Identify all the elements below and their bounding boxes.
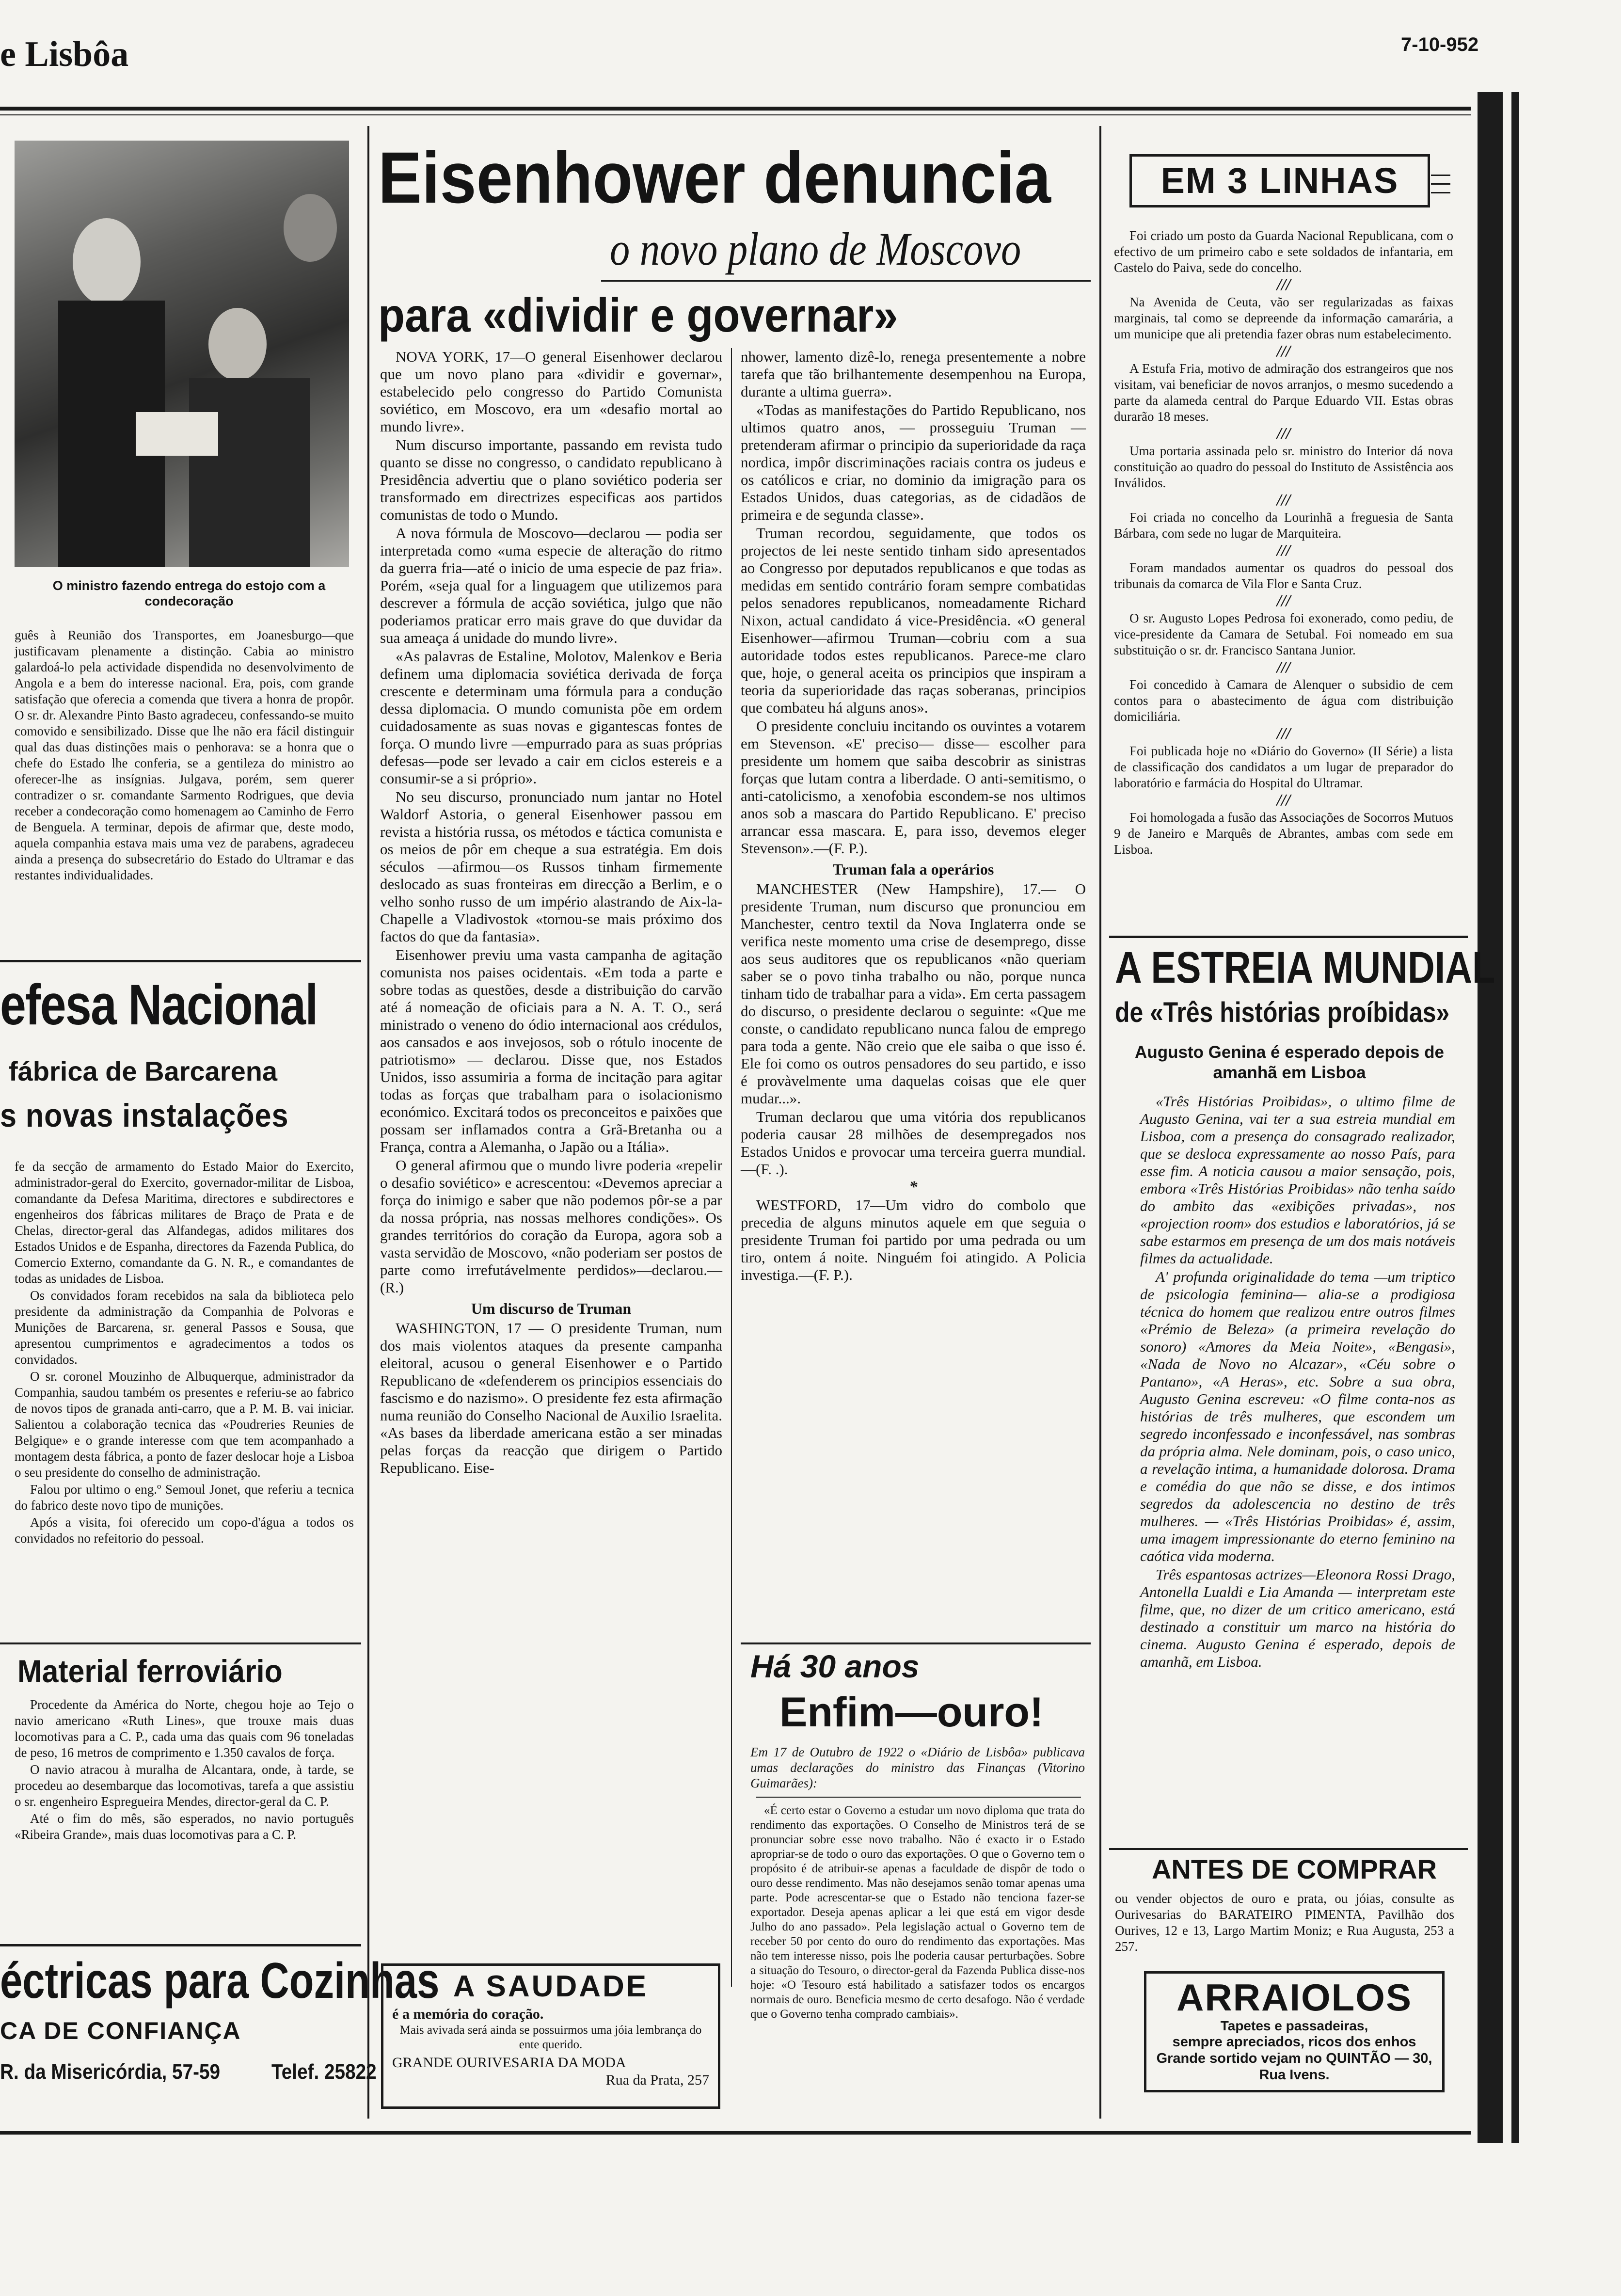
saudade-title: A SAUDADE (453, 1970, 649, 2003)
photo-figures (15, 141, 349, 567)
arraiolos-ad (1144, 1971, 1445, 2092)
main-headline3: para «dividir e governar» (378, 288, 898, 342)
main-col2 (741, 348, 1086, 1285)
column-rule (367, 126, 369, 2119)
masthead-rule-thin (0, 114, 1471, 115)
material-p3: Até o fim do mês, são esperados, no navio português «Ribeira Grande», mais duas locomotivas para a C. P. (15, 1811, 354, 1842)
page-edge-strip (1478, 92, 1503, 2143)
section-rule (0, 1642, 361, 1644)
arraiolos-title: ARRAIOLOS (1176, 1976, 1412, 2019)
left-story-text: guês à Reunião dos Transportes, em Joanesburgo—que justificavam plenamente a distinção. Cabia ao ministro galardoá-lo pela actividade dispendida no desenvolvimento de Angola e a bem do interesse nacional. Era, pois, com grande satisfação que oferecia a comenda que tivera a honra de propôr. O sr. dr. Alexandre Pinto Basto agradeceu, confessando-se muito comovido e sensibilizado. Disse que lhe não era fácil distinguir qual das duas distinções mais o penhorava: se a honra que o chefe do Estado lhe conferia, se a gentileza do ministro ao oferecer-lhe as insígnias. Julgava, porém, sem querer contradizer o sr. comandante Sarmento Rodrigues, que devia receber a condecoração como homenagem ao Caminho de Ferro de Benguela. A terminar, depois de afirmar que, deste modo, aquela companhia estava mais uma vez de parabens, agradeceu ainda a presença do subsecretário do Estado do Ultramar e das restantes individualidades. (15, 628, 354, 882)
em3-item: Foram mandados aumentar os quadros do pessoal dos tribunais da comarca de Vila Flor e Santa Cruz. (1114, 560, 1453, 591)
antes-title: ANTES DE COMPRAR (1151, 1854, 1437, 1884)
em3-sep: /// (1276, 592, 1291, 610)
em3-sep: /// (1276, 276, 1291, 294)
main-col1-p: NOVA YORK, 17—O general Eisenhower declarou que um novo plano para «dividir e governar», estabelecido pelo congresso do Partido Comunista soviético, em Moscovo, era um «desafio mortal ao mundo livre». (380, 348, 722, 435)
main-col1 (380, 348, 722, 1478)
main-col1-p: Eisenhower previu uma vasta campanha de agitação comunista nos paises ocidentais. «Em toda a parte e sobre todas as questões, desde a distribuição do carvão até á nomeação de oficiais para a N. A. T. O., será ministrado o veneno do ódio internacional aos crédulos, aos cansados e aos invejosos, sob o rótulo inocente de patriotismo» — declarou. Disse que, nos Estados Unidos, isso assumiria a forma de incitação para agitar todas as forças que trabalham para o isolacionismo económico. Excitará todos os preconceitos e paixões que possam ser inflamados contra a Grã-Bretanha ou a França, contra a Alemanha, o Japão ou a Itália». (380, 946, 722, 1155)
defesa-p5: Após a visita, foi oferecido um copo-d'água a todos os convidados no refeitorio do pessoal. (15, 1515, 354, 1546)
defesa-p2: Os convidados foram recebidos na sala da biblioteca pelo presidente da administração da Companhia de Polvoras e Munições de Barcarena, sr. general Passos e Sousa, que apresentou cumprimentos e agradecimentos a todos os convidados. (15, 1288, 354, 1367)
defesa-deck2: s novas instalações (0, 1097, 289, 1134)
em3-item: Uma portaria assinada pelo sr. ministro do Interior dá nova constituição ao quadro do pessoal do Instituto de Assistência aos Inválidos. (1114, 444, 1453, 490)
estreia-sub: Augusto Genina é esperado depois de amanhã em Lisboa (1135, 1043, 1444, 1082)
main-col2c: WESTFORD, 17—Um vidro do combolo que precedia de alguns minutos aquele em que seguia o presidente Truman foi partido por uma pedrada ou um tiro, ontem á noite. Ninguém foi atingido. A Policia investiga.—(F. P.). (741, 1196, 1086, 1283)
main-col2-p: Truman recordou, seguidamente, que todos os projectos de lei neste sentido tinham sido apresentados ao Congresso por deputados republicanos e que todas as medidas em sentido contrário foram sempre combatidas pelos senadores republicanos, nomeadamente Richard Nixon, actual candidato á vice-Presidência. «O general Eisenhower—afirmou Truman—cobriu com a sua autoridade todos estes republicanos. Parece-me claro que, hoje, o general aceita os principios que inspiram a teoria da superioridade das raças soberanas, principios que combateu há alguns anos». (741, 525, 1086, 716)
estreia-p1: «Três Histórias Proibidas», o ultimo filme de Augusto Genina, vai ter a sua estreia mundial em Lisboa, com a presença do consagrado realizador, que se desloca expressamente ao nosso País, para esse fim. A noticia causou a maior sensação, pois, embora «Três Histórias Proibidas» não tenha saído do ambito das «exibições privadas», nos «projection room» dos estudios e laboratórios, já se sabe estarmos em presença de um dos mais notáveis filmes da actualidade. (1140, 1093, 1455, 1267)
main-col2b-p: Truman declarou que uma vitória dos republicanos poderia causar 28 milhões de desempregados nos Estados Unidos e provocar uma terceira guerra mundial.—(F. .). (741, 1108, 1086, 1178)
saudade-line3: GRANDE OURIVESARIA DA MODA (392, 2055, 626, 2071)
em3-sep: /// (1276, 425, 1291, 443)
photo (15, 141, 349, 567)
ha30-intro: Em 17 de Outubro de 1922 o «Diário de Lisbôa» publicava umas declarações do ministro das Finanças (Vitorino Guimarães): (750, 1745, 1085, 1790)
defesa-headline: efesa Nacional (0, 973, 318, 1037)
saudade-line1: é a memória do coração. (392, 2006, 544, 2022)
em3-item: Foi concedido à Camara de Alenquer o subsidio de cem contos para o abastecimento de água com distribuição domiciliária. (1114, 677, 1453, 724)
main-col2-p: «Todas as manifestações do Partido Republicano, nos ultimos quatro anos, — prosseguiu Truman — pretenderam afirmar o principio da superioridade da raça nordica, impôr discriminações raciais contra os judeus e os católicos e criar, no dominio da imigração para os Estados Unidos, duas categorias, as de cidadãos de primeira e de segunda classe». (741, 401, 1086, 523)
main-col1-p: O general afirmou que o mundo livre poderia «repelir o desafio soviético» e acrescentou: «Devemos apreciar a força do inimigo e saber que não podemos pôr-se a par da nossa própria, nas nossas melhores condições». Os grandes territórios do coração da Europa, agora sob a vasta servidão de Moscovo, «não poderiam ser postos de parte como irrefutávelmente perdidos»—declarou.—(R.) (380, 1157, 722, 1296)
section-rule (1109, 1848, 1468, 1850)
em3-rule (1431, 192, 1450, 193)
main-col2-p: O presidente concluiu incitando os ouvintes a votarem em Stevenson. «E' preciso— disse— escolher para presidente um homem que saiba descobrir as sinistras forças que lutam contra a liberdade. O anti-semitismo, o anti-catolicismo, a xenofobia escondem-se nos ultimos anos sob a mascara do Partido Republicano. E' preciso arrancar essa mascara. E, para isso, devemos eleger Stevenson».—(F. P.). (741, 718, 1086, 857)
em3-rule (1431, 175, 1450, 176)
em3-sep: /// (1276, 342, 1291, 360)
estreia-body (1140, 1093, 1455, 1672)
ha30-headline: Enfim—ouro! (779, 1689, 1044, 1736)
column-rule (1099, 126, 1101, 2119)
em3-list (1114, 228, 1453, 859)
main-col2-p: nhower, lamento dizê-lo, renega presentemente a nobre tarefa que tão brilhantemente desempenhou na Europa, durante a ultima guerra». (741, 348, 1086, 400)
material-p2: O navio atracou à muralha de Alcantara, onde, à tarde, se procedeu ao desembarque das locomotivas, tarefa a que assistiu o sr. engenheiro Espregueira Mendes, director-geral da C. P. (15, 1762, 354, 1809)
ad-left-line2: CA DE CONFIANÇA (0, 2017, 241, 2044)
photo-caption: O ministro fazendo entrega do estojo com a condecoração (52, 578, 326, 608)
em3-item: A Estufa Fria, motivo de admiração dos estrangeiros que nos visitam, vai beneficiar de novos arranjos, o mesmo sucedendo a parte da alameda central do Parque Eduardo VII. Estas obras durarão 18 meses. (1114, 361, 1453, 424)
em3-item: Foi publicada hoje no «Diário do Governo» (II Série) a lista de classificação dos candidatos a um lugar de preparador do laboratório e farmácia do Hospital do Ultramar. (1114, 744, 1453, 790)
defesa-deck1: fábrica de Barcarena (9, 1056, 278, 1086)
em3-item: O sr. Augusto Lopes Pedrosa foi exonerado, como pediu, de vice-presidente da Camara de Setubal. Foi nomeado em sua substituição o sr. dr. Francisco Santana Junior. (1114, 611, 1453, 657)
section-rule (741, 1642, 1091, 1644)
section-rule (0, 960, 361, 962)
masthead-title: e Lisbôa (0, 34, 129, 74)
arraiolos-body: sempre apreciados, ricos dos enhos Grande sortido vejam no QUINTÃO — 30, Rua Ivens. (1156, 2034, 1432, 2083)
masthead-rule (0, 107, 1471, 111)
defesa-p3: O sr. coronel Mouzinho de Albuquerque, administrador da Companhia, saudou também os presentes e referiu-se ao fabrico de novos tipos de granada anti-carro, que a P. M. B. vai iniciar. Salientou a colaboração tecnica das «Poudreries Reunies de Belgique» e o grande interesse com que tem acompanhado a montagem desta fábrica, a ponto de fazer deslocar hoje a Lisboa o seu presidente do conselho de administração. (15, 1369, 354, 1480)
em3-item: Foi criado um posto da Guarda Nacional Republicana, com o efectivo de um primeiro cabo e sete soldados de infantaria, em Castelo do Paiva, sede do concelho. (1114, 228, 1453, 275)
arraiolos-sub: Tapetes e passadeiras, (1220, 2018, 1368, 2033)
em3-sep: /// (1276, 725, 1291, 743)
ad-left-line3: R. da Misericórdia, 57-59 (0, 2060, 221, 2084)
main-sub2: Truman fala a operários (832, 861, 994, 878)
em3-box (1129, 154, 1430, 207)
main-sub1: Um discurso de Truman (471, 1300, 632, 1317)
em3-sep: /// (1276, 658, 1291, 676)
ha30-kicker: Há 30 anos (750, 1648, 920, 1684)
main-col1-p: «As palavras de Estaline, Molotov, Malenkov e Beria definem uma diplomacia soviética derivada de força crescente e determinam uma fórmula para a condução dessa diplomacia. O mundo comunista põe em ordem cuidadosamente as suas novas e gigantescas fontes de força. O mundo livre —empurrado para as suas próprias defesas—pode ser levado a cair em ciclos estereis e a consumir-se a si próprio». (380, 648, 722, 787)
saudade-line2: Mais avivada será ainda se possuirmos uma jóia lembrança do ente querido. (399, 2024, 702, 2051)
masthead-date: 7-10-952 (1401, 34, 1479, 55)
footer-rule (0, 2131, 1471, 2135)
ad-rule (0, 1944, 361, 1946)
main-col1b: WASHINGTON, 17 — O presidente Truman, num dos mais violentos ataques da presente campanha eleitoral, acusou o general Eisenhower e o Partido Republicano de «defenderem os principios essenciais do fascismo e do nazismo». O presidente fez esta afirmação numa reunião do Conselho Nacional de Auxilio Israelita. «As bases da liberdade americana estão a ser minadas pelas forças da reacção que dirigem o Partido Republicano. Eise- (380, 1320, 722, 1476)
main-col1-p: Num discurso importante, passando em revista tudo quanto se disse no congresso, o candidato republicano à Presidência advertiu que o plano soviético poderia ser transformado em directrizes especificas aos partidos comunistas de todo o Mundo. (380, 436, 722, 523)
saudade-line4: Rua da Prata, 257 (605, 2072, 709, 2088)
ha30-rule (756, 1797, 1081, 1798)
em3-item: Foi homologada a fusão das Associações de Socorros Mutuos 9 de Janeiro e Marquês de Abrantes, ambas com sede em Lisboa. (1114, 810, 1453, 857)
main-col1-p: A nova fórmula de Moscovo—declarou — podia ser interpretada como «uma especie de alteração do ritmo da guerra fria—até o inicio de uma especie de paz fria». Porém, «seja qual for a linguagem que utilizemos para descrever a fórmula de acção soviética, julgo que não poderiamos praticar erro mais grave do que duvidar da sua ameaça á unidade do mundo livre». (380, 525, 722, 646)
defesa-p4: Falou por ultimo o eng.º Semoul Jonet, que referiu a tecnica do fabrico deste novo tipo de munições. (15, 1482, 354, 1513)
ad-left-line4: Telef. 25822 (271, 2060, 377, 2084)
left-story (15, 627, 354, 884)
defesa-p1: fe da secção de armamento do Estado Maior do Exercito, administrador-geral do Exercito, governador-militar de Lisboa, comandante da Defesa Maritima, directores e subdirectores e engenheiros dos fábricas militares de Braço de Prata e de Chelas, director-geral das Alfandegas, adidos militares dos Estados Unidos e de Espanha, directores da Fazenda Publica, do Comercio Externo, comandante da G. N. R., e comandantes de todas as unidades de Lisboa. (15, 1159, 354, 1286)
estreia-headline: A ESTREIA MUNDIAL (1115, 943, 1495, 992)
ha30-body: «É certo estar o Governo a estudar um novo diploma que trata do rendimento das exportações. O Conselho de Ministros terá de se pronunciar sobre esse novo trabalho. Não é exacto ir o Estado apropriar-se de todo o ouro das exportações. O que o Governo tem o propósito é de atribuir-se apenas a faculdade de dispôr de todo o ouro desse rendimento. Mas não desejamos senão tomar apenas uma parte. Pode acrescentar-se que o Estado não tenciona fazer-se exportador. Deseja apenas aplicar a lei que está em vigor desde Julho do ano passado». Pela legislação actual o Governo tem de receber 50 por cento do ouro do rendimento das exportações. Mas não tem interesse nisso, pois lhe poderia causar perturbações. Sobre a situação do Tesouro, o director-geral da Fazenda Publica disse-nos hoje: «O Tesouro está habilitado a satisfazer todos os encargos normais de ouro. Beneficia mesmo de certo desafogo. Não é verdade que o Governo tenha comprado cambiais». (750, 1804, 1085, 2021)
antes-body: ou vender objectos de ouro e prata, ou jóias, consulte as Ourivesarias do BARATEIRO PIMENTA, Pavilhão dos Ourives, 12 e 13, Largo Martim Moniz; e Rua Augusta, 253 a 257. (1115, 1891, 1454, 1954)
em3-title: EM 3 LINHAS (1160, 160, 1399, 201)
headline-rule (601, 280, 1091, 282)
estreia-p2: A' profunda originalidade do tema —um triptico de psicologia feminina— alia-se a prodigiosa técnica do homem que realizou entre outros filmes «Prémio de Beleza» (a primeira revelação do sonoro) «Amores da Meia Noite», «Bengasi», «Nada de Novo no Alcazar», «Céu sobre o Pantano», «A Heras», etc. Sobre a sua obra, Augusto Genina escreveu: «O filme conta-nos as histórias de três mulheres, que escondem um segredo inconfessado e inconfessável, nas sombras da própria alma. Nele dominam, pois, o caso unico, a revelação intima, a humanidade dolorosa. Drama e comédia do que não se disse, e dos intimos segredos da adolescencia no destino de três mulheres. — «Três Histórias Proibidas» é, assim, uma imagem impressionante do eterno feminino na caótica vida moderna. (1140, 1268, 1455, 1564)
em3-sep: /// (1276, 791, 1291, 809)
main-col1-p: No seu discurso, pronunciado num jantar no Hotel Waldorf Astoria, o general Eisenhower passou em revista a história russa, os métodos e táctica comunista e os meios de pôr em cheque a sua estratégia. Em dois séculos —afirmou—os Russos tinham firmemente deslocado as suas fronteiras em direcção a Berlim, e o velho sonho russo de um império alastrando de Aix-la-Chapelle a Vladivostok «tornou-se mais próximo dos factos do que da fantasia». (380, 788, 722, 945)
main-col2b-p: MANCHESTER (New Hampshire), 17.— O presidente Truman, num discurso que pronunciou em Manchester, centro textil da Nova Inglaterra onde se verifica neste momento uma crise de desemprego, disse aos seus auditores que os republicanos «não queriam saber se o povo tinha trabalho ou não, porque nunca tinham tido de trabalhar para a vida». Em certa passagem do discurso, o presidente declarou o seguinte: «Que me conste, o candidato republicano nunca falou de emprego para toda a gente. Não creio que ele saiba o que isso é. Ele foi como os outros pensadores do seu partido, e isso é provàvelmente uma daquelas coisas que ele quer mudar...». (741, 880, 1086, 1107)
material-body (15, 1697, 354, 1844)
estreia-p3: Três espantosas actrizes—Eleonora Rossi Drago, Antonella Lualdi e Lia Amanda — interpretam este filme, que, no dizer de um critico americano, está destinado a constituir um marco na história do cinema. Augusto Genina é esperado, depois de amanhã, em Lisboa. (1140, 1566, 1455, 1670)
em3-sep: /// (1276, 542, 1291, 559)
star-separator: * (909, 1178, 918, 1196)
em3-sep: /// (1276, 491, 1291, 509)
main-headline2: o novo plano de Moscovo (610, 223, 1021, 275)
section-rule (1109, 936, 1468, 938)
col-divider (731, 348, 732, 1987)
em3-item: Foi criada no concelho da Lourinhã a freguesia de Santa Bárbara, com sede no lugar de Marquiteira. (1114, 510, 1453, 541)
saudade-ad (381, 1963, 720, 2109)
material-headline: Material ferroviário (17, 1653, 283, 1689)
em3-item: Na Avenida de Ceuta, vão ser regularizadas as faixas marginais, tal como se depreende da informação camarária, a um municipe que ali pretendia fazer obras num estabelecimento. (1114, 295, 1453, 341)
em3-rule (1431, 183, 1450, 185)
main-headline1: Eisenhower denuncia (378, 137, 1051, 218)
material-p1: Procedente da América do Norte, chegou hoje ao Tejo o navio americano «Ruth Lines», que trouxe mais duas locomotivas para a C. P., cada uma das quais com 96 toneladas de peso, 16 metros de comprimento e 1.350 cavalos de força. (15, 1697, 354, 1760)
estreia-deck: de «Três histórias proíbidas» (1115, 997, 1450, 1028)
page-edge-strip-inner (1511, 92, 1519, 2143)
defesa-body (15, 1159, 354, 1547)
ad-left-line1: éctricas para Cozinhas (0, 1953, 440, 2009)
